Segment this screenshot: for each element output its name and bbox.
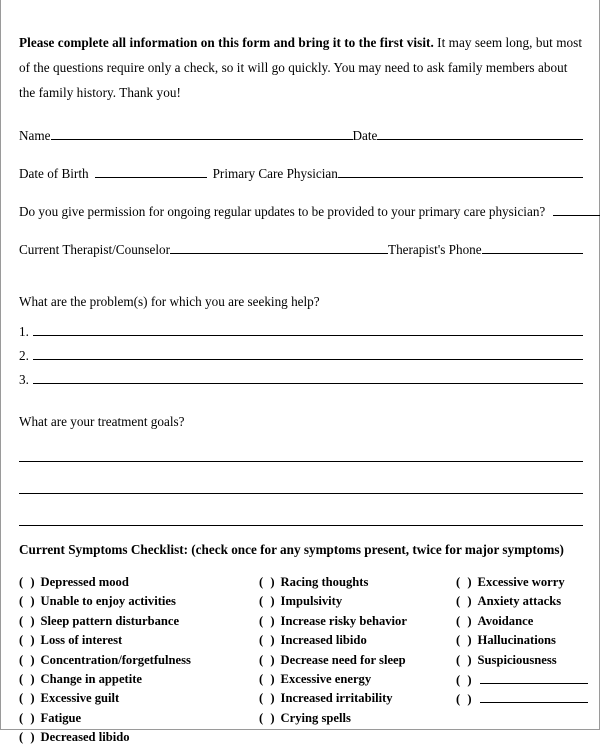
checklist-writein-rule[interactable] bbox=[480, 689, 588, 703]
checkbox-icon[interactable]: ( ) bbox=[259, 575, 277, 589]
therapist-input-rule[interactable] bbox=[170, 241, 388, 254]
checklist-column-2 bbox=[259, 573, 459, 728]
checkbox-icon[interactable]: ( ) bbox=[259, 671, 277, 686]
dob-pcp-row bbox=[19, 165, 583, 183]
checklist-item[interactable] bbox=[19, 670, 257, 689]
checklist-item-label: Avoidance bbox=[477, 613, 534, 628]
intro-rest-text: It may seem long, but most of the questions require only a check, so it will go quickly. You may need to ask family members about the family history. Thank you! bbox=[19, 35, 583, 100]
checklist-item[interactable] bbox=[456, 631, 596, 650]
checkbox-icon[interactable]: ( ) bbox=[456, 594, 474, 609]
checklist-item-label: Decreased libido bbox=[40, 730, 130, 745]
therapist-phone-input-rule[interactable] bbox=[482, 241, 583, 254]
checkbox-icon[interactable]: ( ) bbox=[456, 575, 474, 589]
problems-question: What are the problem(s) for which you are seeking help? bbox=[19, 294, 320, 309]
symptoms-checklist bbox=[19, 573, 583, 753]
form-content bbox=[19, 30, 583, 753]
checklist-item-label: Loss of interest bbox=[40, 633, 123, 648]
intro-paragraph bbox=[19, 30, 583, 105]
goals-question: What are your treatment goals? bbox=[19, 414, 185, 429]
checklist-item-label: Racing thoughts bbox=[280, 575, 369, 589]
name-label: Name bbox=[19, 128, 51, 143]
problem-input-rule-2[interactable] bbox=[33, 343, 583, 360]
checklist-item[interactable] bbox=[19, 651, 257, 670]
checklist-item-label: Unable to enjoy activities bbox=[40, 594, 176, 609]
checklist-item-label: Hallucinations bbox=[477, 633, 556, 648]
checklist-item[interactable] bbox=[259, 592, 459, 611]
checklist-item-label: Increase risky behavior bbox=[280, 613, 407, 628]
checklist-column-1 bbox=[19, 573, 257, 748]
checklist-item-label: Excessive worry bbox=[477, 575, 565, 589]
therapist-row bbox=[19, 241, 583, 259]
checklist-item[interactable] bbox=[19, 689, 257, 708]
spacer-before-goals bbox=[19, 391, 583, 413]
permission-question-label: Do you give permission for ongoing regular updates to be provided to your primary care physician? bbox=[19, 204, 546, 219]
checkbox-icon[interactable]: ( ) bbox=[456, 672, 474, 687]
problem-number-2: 2. bbox=[19, 348, 29, 363]
problem-number-1: 1. bbox=[19, 324, 29, 339]
name-date-row bbox=[19, 127, 583, 145]
problem-row-1 bbox=[19, 319, 583, 340]
checklist-item-label: Change in appetite bbox=[40, 671, 143, 686]
date-label: Date bbox=[352, 128, 378, 143]
therapist-phone-label: Therapist's Phone bbox=[388, 242, 482, 257]
checklist-item-label: Excessive guilt bbox=[40, 691, 120, 706]
goals-lines-group bbox=[19, 445, 583, 526]
name-input-rule[interactable] bbox=[51, 127, 353, 140]
checklist-item[interactable] bbox=[19, 573, 257, 592]
dob-input-rule[interactable] bbox=[95, 165, 207, 178]
checklist-item[interactable] bbox=[456, 612, 596, 631]
checklist-item[interactable] bbox=[456, 592, 596, 611]
checklist-item[interactable] bbox=[456, 651, 596, 670]
checkbox-icon[interactable]: ( ) bbox=[19, 691, 37, 706]
checklist-item-label: Crying spells bbox=[280, 710, 351, 725]
checklist-item-label: Decrease need for sleep bbox=[280, 652, 406, 667]
problem-row-3 bbox=[19, 367, 583, 388]
checklist-item-label: Excessive energy bbox=[280, 671, 372, 686]
spacer-before-problems bbox=[19, 279, 583, 293]
checklist-item[interactable] bbox=[259, 689, 459, 708]
checklist-item-label: Suspiciousness bbox=[477, 652, 557, 667]
date-input-rule[interactable] bbox=[377, 127, 583, 140]
problem-input-rule-3[interactable] bbox=[33, 367, 583, 384]
problem-number-3: 3. bbox=[19, 372, 29, 387]
checklist-item[interactable] bbox=[259, 709, 459, 728]
checkbox-icon[interactable]: ( ) bbox=[19, 671, 37, 686]
checkbox-icon[interactable]: ( ) bbox=[259, 594, 277, 609]
checkbox-icon[interactable]: ( ) bbox=[19, 594, 37, 609]
intro-lead-sentence: Please complete all information on this form and bring it to the first visit. bbox=[19, 35, 434, 50]
checklist-item-writein[interactable] bbox=[456, 689, 596, 708]
checklist-item[interactable] bbox=[19, 592, 257, 611]
goal-input-rule-3[interactable] bbox=[19, 509, 583, 526]
checkbox-icon[interactable]: ( ) bbox=[456, 613, 474, 628]
checkbox-icon[interactable]: ( ) bbox=[456, 652, 474, 667]
checklist-item[interactable] bbox=[19, 709, 257, 728]
checkbox-icon[interactable]: ( ) bbox=[456, 692, 474, 707]
checklist-item-label: Anxiety attacks bbox=[477, 594, 562, 609]
dob-label: Date of Birth bbox=[19, 166, 89, 181]
checkbox-icon[interactable]: ( ) bbox=[19, 652, 37, 667]
checkbox-icon[interactable]: ( ) bbox=[259, 691, 277, 706]
checklist-item[interactable] bbox=[259, 651, 459, 670]
problem-input-rule-1[interactable] bbox=[33, 319, 583, 336]
checkbox-icon[interactable]: ( ) bbox=[19, 730, 37, 745]
checklist-item[interactable] bbox=[456, 573, 596, 592]
checkbox-icon[interactable]: ( ) bbox=[19, 613, 37, 628]
checkbox-icon[interactable]: ( ) bbox=[456, 633, 474, 648]
checkbox-icon[interactable]: ( ) bbox=[259, 613, 277, 628]
pcp-input-rule[interactable] bbox=[338, 165, 583, 178]
permission-input-rule[interactable] bbox=[553, 203, 600, 216]
checklist-item[interactable] bbox=[19, 728, 257, 747]
goal-input-rule-2[interactable] bbox=[19, 477, 583, 494]
checkbox-icon[interactable]: ( ) bbox=[19, 575, 37, 589]
checklist-title: Current Symptoms Checklist: (check once for any symptoms present, twice for major symptoms) bbox=[19, 542, 564, 557]
checklist-item-label: Increased irritability bbox=[280, 691, 393, 706]
problem-row-2 bbox=[19, 343, 583, 364]
checklist-item-label: Impulsivity bbox=[280, 594, 343, 609]
checkbox-icon[interactable]: ( ) bbox=[259, 652, 277, 667]
therapist-label: Current Therapist/Counselor bbox=[19, 242, 171, 257]
checkbox-icon[interactable]: ( ) bbox=[259, 633, 277, 648]
checkbox-icon[interactable]: ( ) bbox=[19, 633, 37, 648]
checklist-item[interactable] bbox=[259, 631, 459, 650]
checklist-item-label: Sleep pattern disturbance bbox=[40, 613, 180, 628]
checklist-writein-rule[interactable] bbox=[480, 670, 588, 684]
checklist-item[interactable] bbox=[19, 631, 257, 650]
checklist-item-label: Increased libido bbox=[280, 633, 367, 648]
checklist-item-label: Concentration/forgetfulness bbox=[40, 652, 191, 667]
checklist-item[interactable] bbox=[19, 612, 257, 631]
permission-row bbox=[19, 203, 583, 221]
checkbox-icon[interactable]: ( ) bbox=[19, 710, 37, 725]
checkbox-icon[interactable]: ( ) bbox=[259, 710, 277, 725]
pcp-label: Primary Care Physician bbox=[212, 166, 338, 181]
goal-input-rule-1[interactable] bbox=[19, 445, 583, 462]
checklist-item[interactable] bbox=[259, 670, 459, 689]
checklist-item-label: Fatigue bbox=[40, 710, 82, 725]
checklist-item-writein[interactable] bbox=[456, 670, 596, 689]
checklist-item[interactable] bbox=[259, 573, 459, 592]
checklist-column-3 bbox=[456, 573, 596, 709]
checklist-item-label: Depressed mood bbox=[40, 575, 129, 589]
checklist-item[interactable] bbox=[259, 612, 459, 631]
